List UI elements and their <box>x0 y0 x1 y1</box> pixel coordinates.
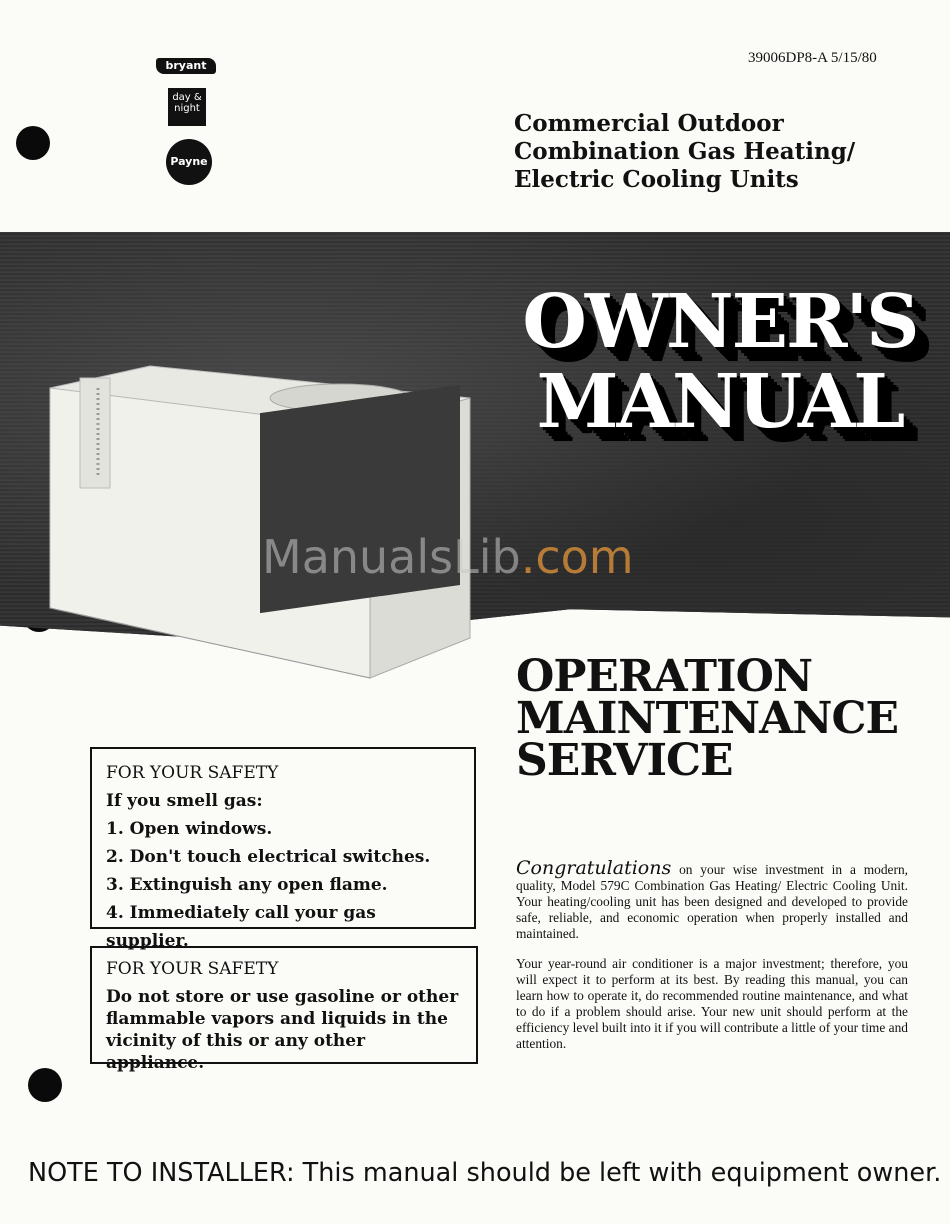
rooftop-unit-illustration <box>40 358 480 688</box>
safety-step: 3. Extinguish any open flame. <box>106 875 388 895</box>
safety-step: 1. Open windows. <box>106 819 273 839</box>
safety-intro: If you smell gas: <box>106 791 263 811</box>
day-night-logo: day & night <box>168 88 206 126</box>
section-heading <box>516 651 899 786</box>
investment-paragraph: Your year-round air conditioner is a major investment; therefore, you will expect it to perform at its best. By reading this manual, you can learn how to operate it, do recommended routine maintenance, and what to do if a problem should arise. Your new unit should perform at the efficiency level built into it if you will contribute a little of your time and attention. <box>516 956 908 1051</box>
manual-line: MANUAL <box>536 359 904 445</box>
congratulations-text: on your wise investment in a modern, quality, Model 579C Combination Gas Heating/ Electric Cooling Unit. Your heating/cooling unit has been designed and developed to provide safe, reliable, and economic operation when properly installed and maintained. <box>516 862 908 941</box>
heading-operation: OPERATION <box>516 651 813 702</box>
bryant-logo: bryant <box>156 58 216 74</box>
safety-heading: FOR YOUR SAFETY <box>106 959 279 979</box>
heading-maintenance: MAINTENANCE <box>516 693 899 744</box>
payne-logo: Payne <box>166 139 212 185</box>
congratulations-paragraph <box>516 857 908 942</box>
title-line-3: Electric Cooling Units <box>514 166 799 193</box>
manualslib-watermark <box>262 530 634 584</box>
punch-hole-bottom <box>28 1068 62 1102</box>
owners-manual-title <box>495 279 945 445</box>
title-line-2: Combination Gas Heating/ <box>514 138 856 165</box>
punch-hole-top <box>16 126 50 160</box>
gas-safety-box <box>90 747 476 951</box>
safety-step: 2. Don't touch electrical switches. <box>106 847 431 867</box>
note-to-installer: NOTE TO INSTALLER: This manual should be left with equipment owner. <box>28 1158 942 1188</box>
watermark-suffix: .com <box>520 530 634 584</box>
flammables-safety-box <box>90 946 478 1073</box>
product-title <box>514 110 934 194</box>
safety-step: 4. Immediately call your gas supplier. <box>106 903 376 951</box>
document-number: 39006DP8-A 5/15/80 <box>748 50 877 66</box>
watermark-main: ManualsLib <box>262 530 521 584</box>
safety-heading: FOR YOUR SAFETY <box>106 763 279 783</box>
title-line-1: Commercial Outdoor <box>514 110 784 137</box>
owners-line: OWNER'S <box>522 279 918 365</box>
heading-service: SERVICE <box>516 735 733 786</box>
congratulations-lead: Congratulations <box>516 857 672 879</box>
flammables-warning: Do not store or use gasoline or other flammable vapors and liquids in the vicinity of this or any other appliance. <box>106 987 459 1073</box>
